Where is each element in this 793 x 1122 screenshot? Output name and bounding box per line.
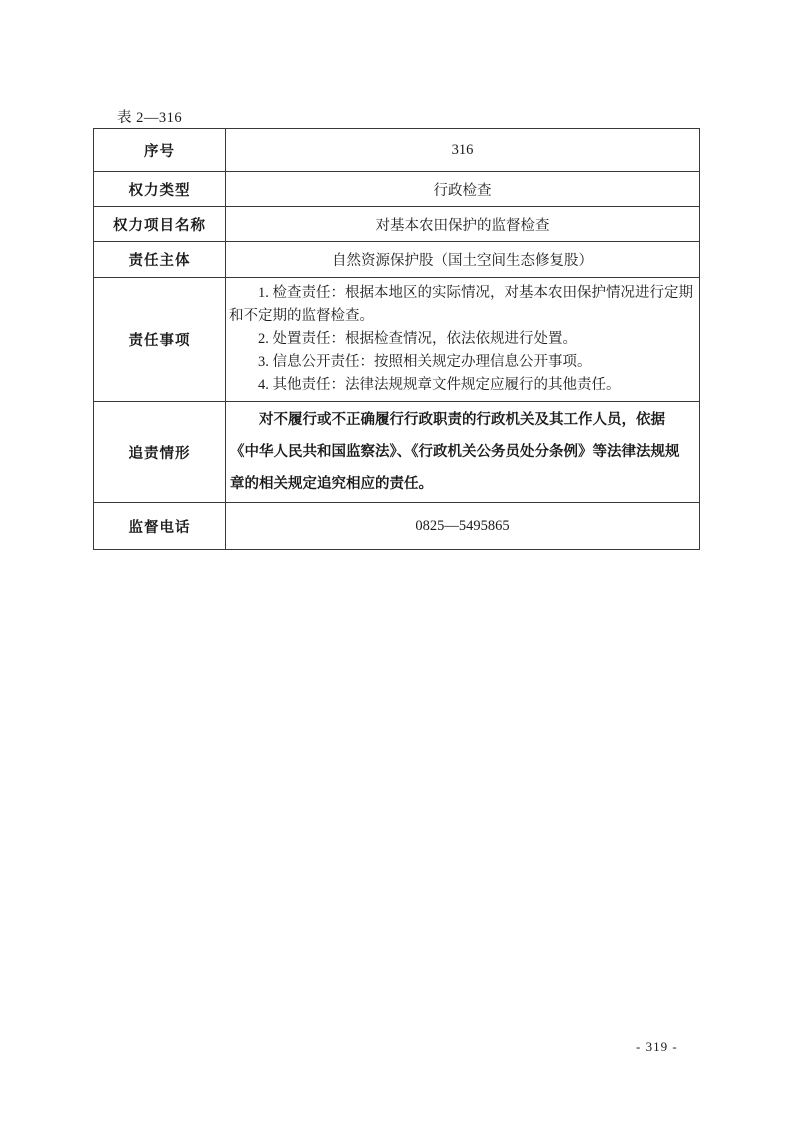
responsibility-item: 2. 处置责任：根据检查情况，依法依规进行处置。 [258,331,577,347]
table-caption: 表 2—316 [117,110,183,126]
row-value: 316 [226,129,700,172]
row-value: 行政检查 [226,172,700,207]
row-value: 自然资源保护股（国土空间生态修复股） [226,242,700,278]
row-label: 追责情形 [94,402,226,503]
table-row-power-type [94,172,700,207]
responsibility-items-cell [226,278,700,402]
responsibility-item: 3. 信息公开责任：按照相关规定办理信息公开事项。 [258,354,592,370]
row-label: 权力类型 [94,172,226,207]
row-label: 序号 [94,129,226,172]
row-label: 权力项目名称 [94,207,226,242]
row-label: 责任事项 [94,278,226,402]
responsibility-item: 1. 检查责任：根据本地区的实际情况，对基本农田保护情况进行定期和不定期的监督检查。 [229,285,693,324]
row-label: 监督电话 [94,503,226,550]
row-label: 责任主体 [94,242,226,278]
accountability-cell [226,402,700,503]
table-row-supervision-phone [94,503,700,550]
table-row-serial-number [94,129,700,172]
table-row-accountability-circumstances [94,402,700,503]
row-value: 0825—5495865 [226,503,700,550]
table-row-responsible-entity [94,242,700,278]
row-value: 对基本农田保护的监督检查 [226,207,700,242]
page-number: - 319 - [636,1039,678,1054]
responsibility-item: 4. 其他责任：法律法规规章文件规定应履行的其他责任。 [258,377,621,393]
table-row-power-item-name [94,207,700,242]
table-row-responsibility-items [94,278,700,402]
responsibility-table [93,128,700,550]
accountability-text: 对不履行或不正确履行行政职责的行政机关及其工作人员，依据《中华人民共和国监察法》、《行政机关公务员处分条例》等法律法规规章的相关规定追究相应的责任。 [230,412,680,492]
